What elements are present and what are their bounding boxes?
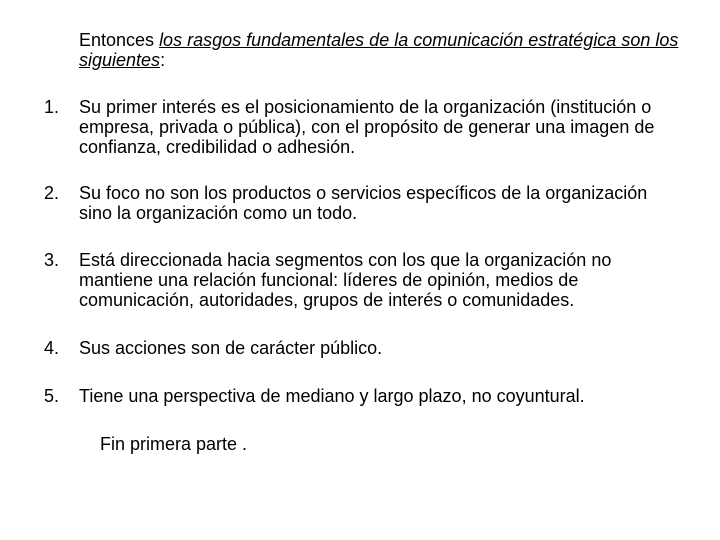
intro-suffix: : xyxy=(160,50,166,70)
list-item xyxy=(44,250,684,310)
list-item-number: 5. xyxy=(44,386,60,406)
list-item-text: Sus acciones son de carácter público. xyxy=(79,338,383,358)
list-item xyxy=(44,97,684,157)
list-item-number: 1. xyxy=(44,97,60,117)
list-item-text: Está direccionada hacia segmentos con los que la organización no mantiene una relación funcional: líderes de opinión, medios de comunicación, autoridades, grupos de interés o comunidades. xyxy=(79,250,612,310)
list-item-text: Su foco no son los productos o servicios específicos de la organización sino la organización como un todo. xyxy=(79,183,648,223)
intro-paragraph xyxy=(79,30,679,70)
list-item-text: Su primer interés es el posicionamiento de la organización (institución o empresa, privada o pública), con el propósito de generar una imagen de confianza, credibilidad o adhesión. xyxy=(79,97,655,157)
list-item-text: Tiene una perspectiva de mediano y largo plazo, no coyuntural. xyxy=(79,386,585,406)
intro-emphasis: los rasgos fundamentales de la comunicación estratégica son los siguientes xyxy=(79,30,679,70)
intro-prefix: Entonces xyxy=(79,30,160,50)
list-item-number: 4. xyxy=(44,338,60,358)
list-item xyxy=(44,338,684,358)
list-item xyxy=(44,386,684,406)
closing-text: Fin primera parte . xyxy=(100,434,248,454)
list-item-number: 2. xyxy=(44,183,60,203)
list-item-number: 3. xyxy=(44,250,60,270)
list-item xyxy=(44,183,684,223)
